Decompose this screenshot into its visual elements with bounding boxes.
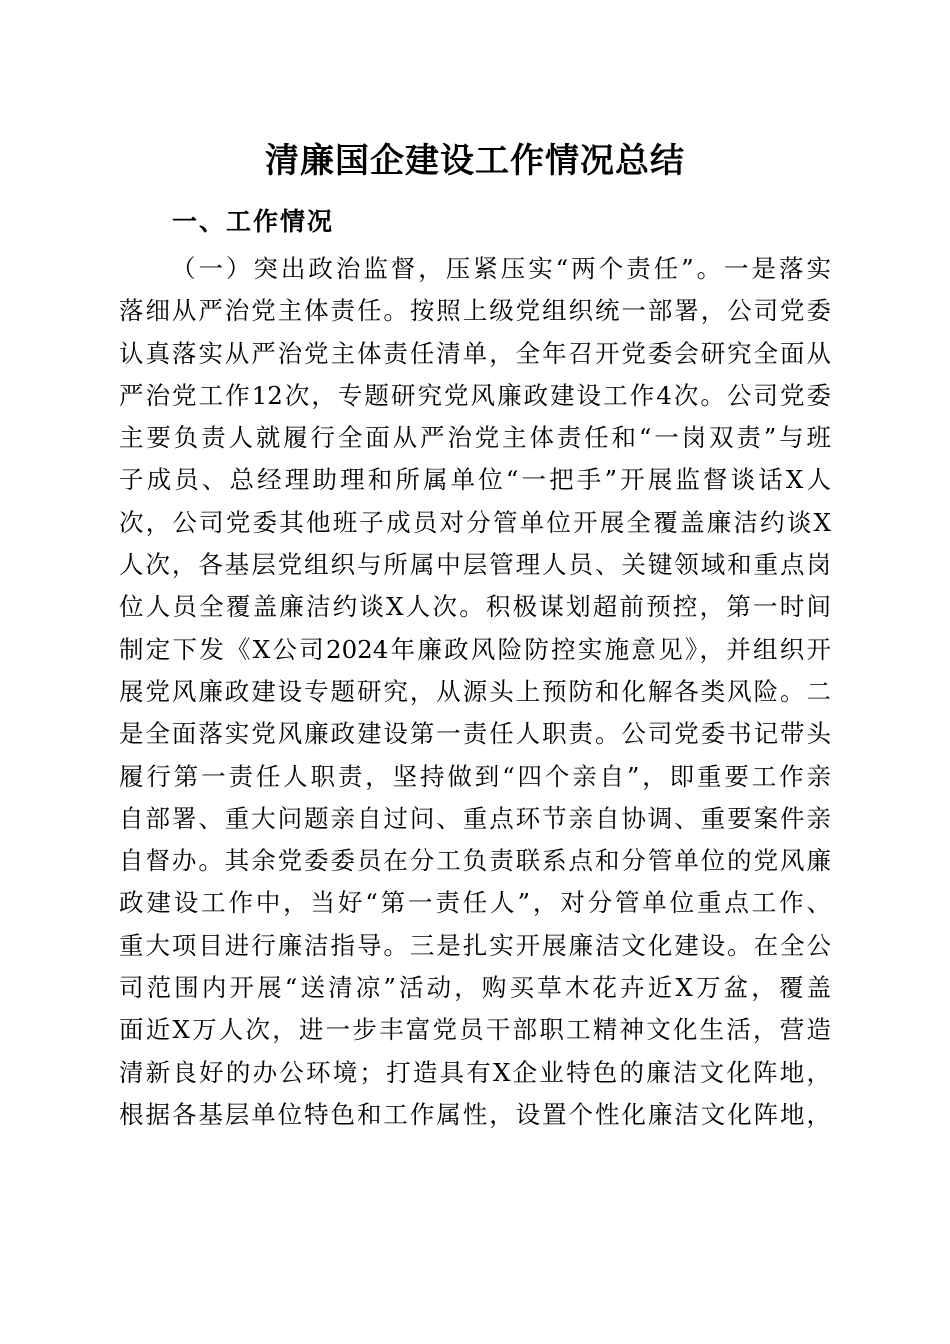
paragraph-line: 自部署、重大问题亲自过问、重点环节亲自协调、重要案件亲 — [119, 803, 831, 833]
paragraph-line: 人次，各基层党组织与所属中层管理人员、关键领域和重点岗 — [119, 550, 831, 580]
paragraph-line: 政建设工作中，当好“第一责任人”，对分管单位重点工作、 — [119, 888, 831, 918]
paragraph-line: 司范围内开展“送清凉”活动，购买草木花卉近X万盆，覆盖 — [119, 973, 831, 1003]
paragraph-line: 位人员全覆盖廉洁约谈X人次。积极谋划超前预控，第一时间 — [119, 592, 831, 622]
paragraph-line: 自督办。其余党委委员在分工负责联系点和分管单位的党风廉 — [119, 846, 831, 876]
section-heading: 一、工作情况 — [172, 207, 335, 236]
paragraph-line: 履行第一责任人职责，坚持做到“四个亲自”，即重要工作亲 — [119, 761, 831, 791]
document-title: 清廉国企建设工作情况总结 — [265, 141, 685, 181]
paragraph-line: （一）突出政治监督，压紧压实“两个责任”。一是落实 — [171, 254, 831, 283]
paragraph-line: 面近X万人次，进一步丰富党员干部职工精神文化生活，营造 — [119, 1015, 831, 1045]
paragraph-line: 严治党工作12次，专题研究党风廉政建设工作4次。公司党委 — [119, 380, 831, 410]
paragraph-line: 认真落实从严治党主体责任清单，全年召开党委会研究全面从 — [119, 338, 831, 368]
paragraph-line: 根据各基层单位特色和工作属性，设置个性化廉洁文化阵地， — [119, 1099, 831, 1129]
paragraph-line: 重大项目进行廉洁指导。三是扎实开展廉洁文化建设。在全公 — [119, 930, 831, 960]
paragraph-line: 制定下发《X公司2024年廉政风险防控实施意见》，并组织开 — [119, 634, 831, 664]
paragraph-line: 主要负责人就履行全面从严治党主体责任和“一岗双责”与班 — [119, 423, 831, 453]
paragraph-line: 次，公司党委其他班子成员对分管单位开展全覆盖廉洁约谈X — [119, 507, 831, 537]
paragraph-line: 子成员、总经理助理和所属单位“一把手”开展监督谈话X人 — [119, 465, 831, 495]
paragraph-line: 展党风廉政建设专题研究，从源头上预防和化解各类风险。二 — [119, 676, 831, 706]
body-paragraph — [119, 248, 831, 1136]
paragraph-line: 是全面落实党风廉政建设第一责任人职责。公司党委书记带头 — [119, 719, 831, 749]
paragraph-line: 落细从严治党主体责任。按照上级党组织统一部署，公司党委 — [119, 296, 831, 326]
paragraph-line: 清新良好的办公环境；打造具有X企业特色的廉洁文化阵地， — [119, 1057, 831, 1087]
